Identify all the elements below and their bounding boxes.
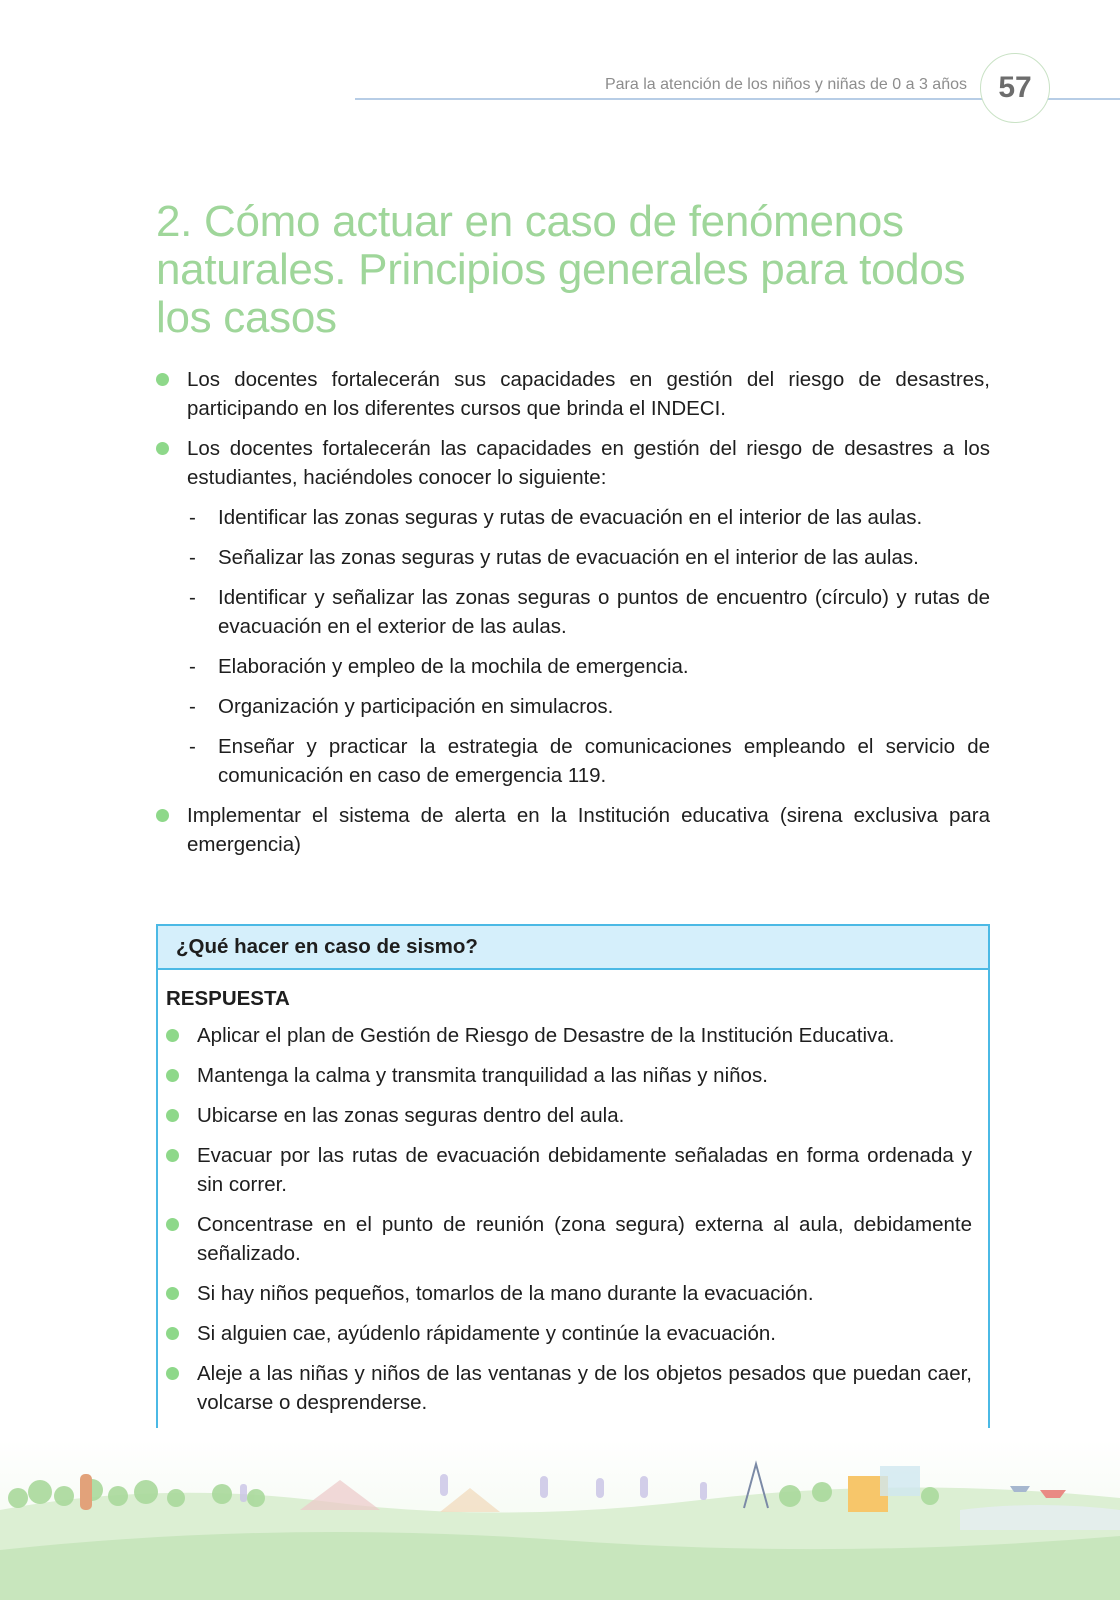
bullet-dot-icon [166, 1218, 179, 1231]
response-list [158, 1021, 988, 1417]
page-number: 57 [998, 71, 1032, 104]
box-title: ¿Qué hacer en caso de sismo? [158, 926, 988, 970]
list-item [166, 1359, 972, 1417]
box-subtitle: RESPUESTA [166, 987, 290, 1010]
bullet-dot-icon [166, 1327, 179, 1340]
dash-icon: - [189, 655, 196, 678]
sub-list [187, 503, 990, 790]
list-item-text: Los docentes fortalecerán las capacidades en gestión del riesgo de desastres a los estudiantes, haciéndoles conocer lo siguiente: [187, 437, 990, 489]
list-item-text: Aplicar el plan de Gestión de Riesgo de Desastre de la Institución Educativa. [197, 1024, 895, 1047]
sub-list-item-text: Identificar y señalizar las zonas seguras o puntos de encuentro (círculo) y rutas de evacuación en el exterior de las aulas. [218, 586, 990, 638]
bullet-dot-icon [156, 809, 169, 822]
bullet-dot-icon [156, 442, 169, 455]
list-item-text: Mantenga la calma y transmita tranquilidad a las niñas y niños. [197, 1064, 768, 1087]
list-item [166, 1101, 972, 1130]
sub-list-item-text: Elaboración y empleo de la mochila de emergencia. [218, 655, 689, 678]
list-item-text: Concentrase en el punto de reunión (zona segura) externa al aula, debidamente señalizado. [197, 1213, 972, 1265]
list-item [166, 1319, 972, 1348]
bullet-dot-icon [166, 1069, 179, 1082]
running-title: Para la atención de los niños y niñas de 0 a 3 años [604, 76, 967, 93]
list-item [166, 1210, 972, 1268]
bullet-dot-icon [166, 1029, 179, 1042]
footer-illustration [0, 1440, 1120, 1600]
section-title: 2. Cómo actuar en caso de fenómenos naturales. Principios generales para todos los casos [156, 197, 966, 342]
list-item-text: Los docentes fortalecerán sus capacidades en gestión del riesgo de desastres, participando en los diferentes cursos que brinda el INDECI. [187, 368, 990, 420]
list-item-text: Si alguien cae, ayúdenlo rápidamente y continúe la evacuación. [197, 1322, 776, 1345]
sub-list-item-text: Señalizar las zonas seguras y rutas de evacuación en el interior de las aulas. [218, 546, 919, 569]
dash-icon: - [189, 695, 196, 718]
list-item [166, 1061, 972, 1090]
list-item [166, 1021, 972, 1050]
bullet-dot-icon [166, 1109, 179, 1122]
bullet-dot-icon [166, 1367, 179, 1380]
dash-icon: - [189, 546, 196, 569]
sub-list-item [187, 583, 990, 641]
bullet-dot-icon [156, 373, 169, 386]
dash-icon: - [189, 586, 196, 609]
bullet-dot-icon [166, 1149, 179, 1162]
list-item [166, 1141, 972, 1199]
list-item [166, 1279, 972, 1308]
earthquake-box [156, 924, 990, 1428]
principles-list [156, 365, 990, 870]
page-number-badge [980, 53, 1050, 123]
sub-list-item-text: Organización y participación en simulacros. [218, 695, 614, 718]
list-item-text: Aleje a las niñas y niños de las ventanas y de los objetos pesados que puedan caer, volcarse o desprenderse. [197, 1362, 972, 1414]
list-item [156, 801, 990, 859]
list-item-text: Si hay niños pequeños, tomarlos de la mano durante la evacuación. [197, 1282, 814, 1305]
sub-list-item-text: Enseñar y practicar la estrategia de comunicaciones empleando el servicio de comunicación en caso de emergencia 119. [218, 735, 990, 787]
sub-list-item [187, 732, 990, 790]
sub-list-item [187, 692, 990, 721]
dash-icon: - [189, 735, 196, 758]
sub-list-item-text: Identificar las zonas seguras y rutas de evacuación en el interior de las aulas. [218, 506, 923, 529]
list-item-text: Ubicarse en las zonas seguras dentro del aula. [197, 1104, 625, 1127]
bullet-dot-icon [166, 1287, 179, 1300]
list-item [156, 434, 990, 790]
list-item-text: Evacuar por las rutas de evacuación debidamente señaladas en forma ordenada y sin correr. [197, 1144, 972, 1196]
sub-list-item [187, 503, 990, 532]
list-item-text: Implementar el sistema de alerta en la Institución educativa (sirena exclusiva para emergencia) [187, 804, 990, 856]
dash-icon: - [189, 506, 196, 529]
sub-list-item [187, 652, 990, 681]
sub-list-item [187, 543, 990, 572]
list-item [156, 365, 990, 423]
